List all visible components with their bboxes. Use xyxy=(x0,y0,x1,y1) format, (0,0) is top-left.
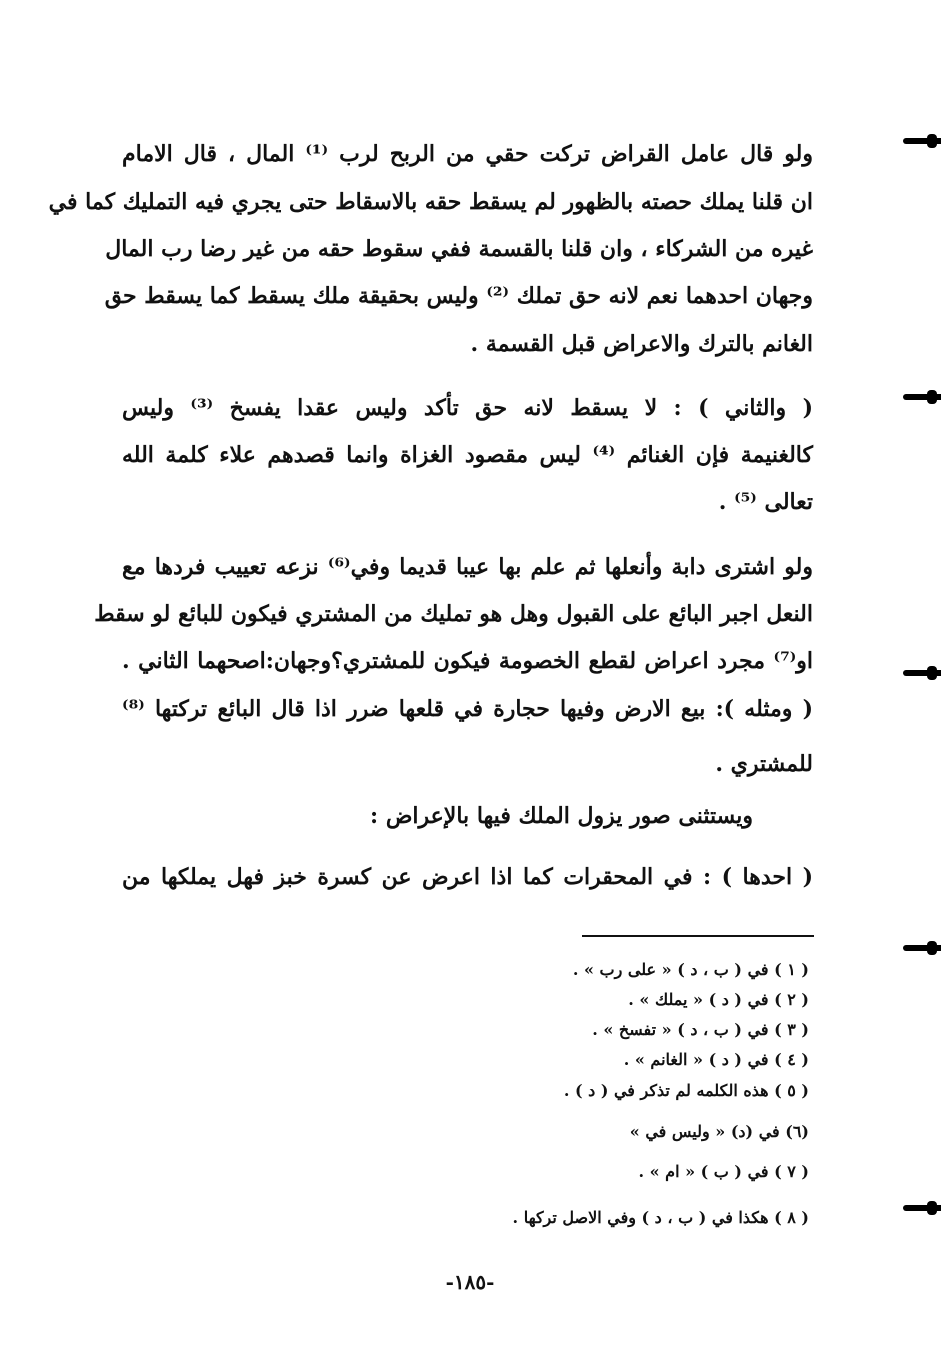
edge-mark xyxy=(903,1205,941,1215)
edge-mark xyxy=(903,670,941,680)
text-line: ويستثنى صور يزول الملك فيها بالإعراض : xyxy=(370,803,753,829)
text-line: تعالى ⁽⁵⁾ . xyxy=(718,489,813,515)
text-line: ( والثاني ) : لا يسقط لانه حق تأكد وليس عقدا يفسخ ⁽³⁾ وليس xyxy=(122,395,813,421)
text-line: ولو قال عامل القراض تركت حقي من الربح لرب ⁽¹⁾ المال ، قال الامام xyxy=(122,141,814,167)
text-line: الغانم بالترك والاعراض قبل القسمة . xyxy=(470,331,813,357)
edge-mark xyxy=(903,394,941,404)
footnote-separator xyxy=(582,935,814,937)
text-line: وجهان احدهما نعم لانه حق تملك ⁽²⁾ وليس بحقيقة ملك يسقط كما يسقط حق xyxy=(104,283,813,309)
edge-mark xyxy=(903,138,941,148)
text-line: او⁽⁷⁾ مجرد اعراض لقطع الخصومة فيكون للمشتري؟وجهان:اصحهما الثاني . xyxy=(122,648,813,674)
text-line: كالغنيمة فإن الغنائم ⁽⁴⁾ ليس مقصود الغزاة وانما قصدهم علاء كلمة الله xyxy=(122,442,813,468)
footnote: ( ٧ ) في ( ب ) « ام » . xyxy=(638,1162,809,1181)
footnote: ( ٢ ) في ( د ) « يملك » . xyxy=(628,990,809,1009)
text-line: ان قلنا يملك حصته بالظهور لم يسقط حقه بالاسقاط حتى يجري فيه التمليك كما في xyxy=(48,189,813,215)
page-number: -١٨٥- xyxy=(445,1270,495,1294)
footnote: ( ٨ ) هكذا في ( ب ، د ) وفي الاصل تركها . xyxy=(512,1208,809,1227)
text-line: غيره من الشركاء ، وان قلنا بالقسمة ففي سقوط حقه من غير رضا رب المال xyxy=(105,236,813,262)
text-line: ( احدها ) : في المحقرات كما اذا اعرض عن كسرة خبز فهل يملكها من xyxy=(122,864,813,890)
footnote: (٦) في (د) « وليس في » xyxy=(629,1122,809,1141)
text-line: النعل اجبر البائع على القبول وهل هو تمليك من المشتري فيكون للبائع لو سقط xyxy=(94,601,813,627)
edge-mark xyxy=(903,945,941,955)
footnote: ( ١ ) في ( ب ، د ) « على رب » . xyxy=(572,960,809,979)
text-line: ( ومثله ): بيع الارض وفيها حجارة في قلعها ضرر اذا قال البائع تركتها ⁽⁸⁾ xyxy=(122,696,813,722)
text-line: ولو اشترى دابة وأنعلها ثم علم بها عيبا قديما وفي⁽⁶⁾ نزعه تعييب فردها مع xyxy=(122,554,813,580)
footnote: ( ٤ ) في ( د ) « الغانم » . xyxy=(623,1050,809,1069)
footnote: ( ٣ ) في ( ب ، د ) « تفسخ » . xyxy=(592,1020,809,1039)
footnote: ( ٥ ) هذه الكلمه لم تذكر في ( د ) . xyxy=(563,1081,809,1100)
text-line: للمشتري . xyxy=(715,751,813,777)
